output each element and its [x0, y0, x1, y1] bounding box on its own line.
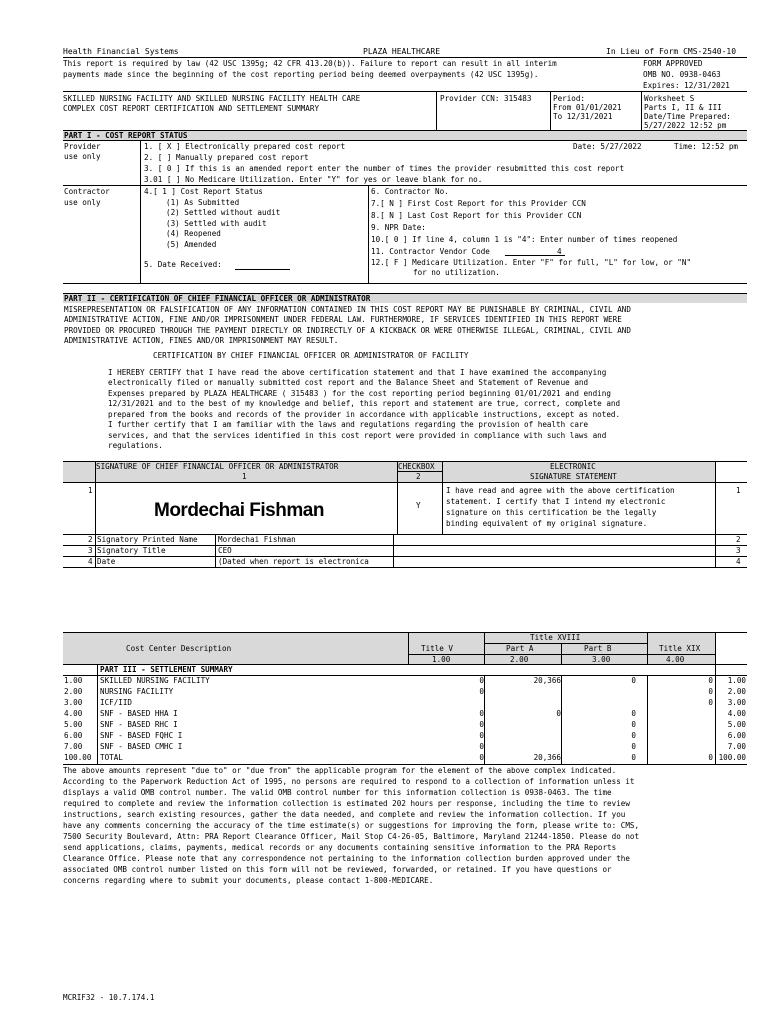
form-approved: FORM APPROVED: [643, 59, 703, 68]
row-number: 3: [88, 546, 93, 555]
cert-text-line: services, and that the services identified in this cost report were provided in compliance with such laws and: [108, 431, 607, 440]
signatory-title-label: Signatory Title: [97, 546, 166, 555]
cost-center-description: SNF - BASED FQHC I: [100, 731, 183, 740]
printed-name-value[interactable]: Mordechai Fishman: [218, 535, 296, 544]
status-item: (1) As Submitted: [166, 198, 240, 207]
amount-cell: 20,366: [533, 753, 561, 762]
amount-cell: 0: [631, 731, 636, 740]
line3-01-medicare: 3.01 [ ] No Medicare Utilization. Enter "Y" for yes or leave blank for no.: [144, 175, 483, 184]
row-line-number: 5.00: [64, 720, 83, 729]
part-b-header: Part B: [584, 644, 612, 653]
title-xviii-header: Title XVIII: [530, 633, 581, 642]
cert-text-line: prepared from the books and records of the provider in accordance with applicable instructions, except as noted.: [108, 410, 621, 419]
amount-cell: 0: [631, 753, 636, 762]
law-notice-line1: This report is required by law (42 USC 1395g; 42 CFR 413.20(b)). Failure to report can result in all interim: [63, 59, 557, 68]
status-item: (5) Amended: [166, 240, 217, 249]
row-line-number-right: 3.00: [727, 698, 746, 707]
cert-text-line: electronically filed or manually submitted cost report and the Balance Sheet and Statement of Revenue and: [108, 378, 589, 387]
footnote-line: instructions, search existing resources, gather the data needed, and complete and review the information collection. If you: [63, 810, 626, 819]
row-line-number: 7.00: [64, 742, 83, 751]
warning-line: MISREPRESENTATION OR FALSIFICATION OF ANY INFORMATION CONTAINED IN THIS COST REPORT MAY BE PUNISHABLE BY CRIMINAL, CIVIL AND: [64, 305, 631, 314]
prepared-label: Date/Time Prepared:: [644, 112, 731, 121]
electronic-column-header: ELECTRONIC: [550, 462, 596, 471]
row-line-number-right: 7.00: [727, 742, 746, 751]
amount-cell: 0: [708, 753, 713, 762]
footnote-line: The above amounts represent "due to" or "due from" the applicable program for the element of the above complex indicated.: [63, 766, 617, 775]
cost-center-description: SNF - BASED RHC I: [100, 720, 178, 729]
line12-continued: for no utilization.: [413, 268, 500, 277]
checkbox-column-number: 2: [416, 472, 421, 481]
prepared-date: Date: 5/27/2022: [573, 142, 642, 151]
row-number: 1: [88, 486, 93, 495]
row-line-number-right: 100.00: [718, 753, 746, 762]
checkbox-value[interactable]: Y: [416, 501, 421, 510]
footnote-line: 7500 Security Boulevard, Attn: PRA Report Clearance Officer, Mail Stop C4-26-05, Baltimore, Maryland 21244-1850. Please do not: [63, 832, 640, 841]
vendor-code-value: 4: [557, 247, 562, 256]
period-to: To 12/31/2021: [553, 112, 613, 121]
amount-cell: 0: [556, 709, 561, 718]
footnote-line: displays a valid OMB control number. The valid OMB control number for this information collection is 0938-0463. The time: [63, 788, 612, 797]
line9-npr-date: 9. NPR Date:: [371, 223, 426, 232]
cost-center-description: ICF/IID: [100, 698, 133, 707]
contractor-use-label1: Contractor: [64, 187, 110, 196]
line1-electronic: 1. [ X ] Electronically prepared cost report: [144, 142, 346, 151]
line8-last-report: 8.[ N ] Last Cost Report for this Provider CCN: [371, 211, 582, 220]
amount-cell: 0: [631, 676, 636, 685]
report-title-line1: SKILLED NURSING FACILITY AND SKILLED NURSING FACILITY HEALTH CARE: [63, 94, 361, 103]
title-v-header: Title V: [421, 644, 454, 653]
footnote-line: send applications, claims, payments, medical records or any documents containing sensitive information to the PRA Reports: [63, 843, 617, 852]
status-item: (2) Settled without audit: [166, 208, 281, 217]
row-line-number-right: 5.00: [727, 720, 746, 729]
status-item: (3) Settled with audit: [166, 219, 267, 228]
provider-ccn: Provider CCN: 315483: [440, 94, 532, 103]
amount-cell: 0: [708, 687, 713, 696]
cert-text-line: I HEREBY CERTIFY that I have read the above certification statement and that I have examined the accompanying: [108, 368, 607, 377]
line3-amended: 3. [ 0 ] If this is an amended report enter the number of times the provider resubmitted this cost report: [144, 164, 625, 173]
cost-center-description: SKILLED NURSING FACILITY: [100, 676, 210, 685]
row-line-number: 1.00: [64, 676, 83, 685]
footnote-line: concerns regarding where to submit your documents, please contact 1-800-MEDICARE.: [63, 876, 434, 885]
title-xix-col-number: 4.00: [666, 655, 685, 664]
amount-cell: 0: [479, 731, 484, 740]
amount-cell: 0: [479, 720, 484, 729]
footnote-line: According to the Paperwork Reduction Act of 1995, no persons are required to respond to a collection of information unless it: [63, 777, 635, 786]
warning-line: ADMINISTRATIVE ACTION, FINES AND/OR IMPRISONMENT MAY RESULT.: [64, 336, 339, 345]
part-b-col-number: 3.00: [592, 655, 611, 664]
amount-cell: 0: [631, 742, 636, 751]
electronic-statement-line: binding equivalent of my original signature.: [446, 519, 648, 528]
worksheet-label: Worksheet S: [644, 94, 695, 103]
cost-center-description: SNF - BASED HHA I: [100, 709, 178, 718]
cost-center-description: SNF - BASED CMHC I: [100, 742, 183, 751]
footnote-line: associated OMB control number listed on this form will not be reviewed, forwarded, or retained. If you have questions or: [63, 865, 612, 874]
provider-name: PLAZA HEALTHCARE: [363, 47, 441, 56]
prepared-value: 5/27/2022 12:52 pm: [644, 121, 727, 130]
amount-cell: 0: [631, 709, 636, 718]
row-line-number: 4.00: [64, 709, 83, 718]
signature-column-header: SIGNATURE OF CHIEF FINANCIAL OFFICER OR ADMINISTRATOR: [96, 462, 339, 471]
footnote-line: have any comments concerning the accuracy of the time estimate(s) or suggestions for improving the form, please write to: CMS,: [63, 821, 640, 830]
cost-report-status: 4.[ 1 ] Cost Report Status: [144, 187, 263, 196]
footer-code: MCRIF32 - 10.7.174.1: [63, 993, 155, 1002]
signature: Mordechai Fishman: [154, 500, 324, 521]
row-number-right: 1: [736, 486, 741, 495]
line2-manual: 2. [ ] Manually prepared cost report: [144, 153, 309, 162]
warning-line: PROVIDED OR PROCURED THROUGH THE PAYMENT DIRECTLY OR INDIRECTLY OF A KICKBACK OR WERE OTHERWISE ILLEGAL, CRIMINAL, CIVIL AND: [64, 326, 631, 335]
line11-vendor-code: 11. Contractor Vendor Code: [371, 247, 490, 256]
part-a-header: Part A: [506, 644, 534, 653]
status-item: (4) Reopened: [166, 229, 221, 238]
form-number: In Lieu of Form CMS-2540-10: [606, 47, 737, 56]
electronic-statement-line: I have read and agree with the above certification: [446, 486, 675, 495]
date-received-label: 5. Date Received:: [144, 260, 222, 269]
cert-text-line: 12/31/2021 and to the best of my knowledge and belief, this report and statement are true, correct, complete and: [108, 399, 621, 408]
row-number-right: 4: [736, 557, 741, 566]
part-a-col-number: 2.00: [510, 655, 529, 664]
amount-cell: 0: [631, 720, 636, 729]
amount-cell: 0: [479, 753, 484, 762]
row-line-number: 2.00: [64, 687, 83, 696]
amount-cell: 0: [479, 742, 484, 751]
amount-cell: 0: [708, 676, 713, 685]
row-line-number: 3.00: [64, 698, 83, 707]
amount-cell: 20,366: [533, 676, 561, 685]
vendor-code-field[interactable]: [505, 246, 565, 256]
period-label: Period:: [553, 94, 586, 103]
checkbox-column-header: CHECKBOX: [398, 462, 435, 471]
part3-heading: PART III - SETTLEMENT SUMMARY: [100, 665, 233, 674]
title-xix-header: Title XIX: [659, 644, 701, 653]
line10-reopened: 10.[ 0 ] If line 4, column 1 is "4": Enter number of times reopened: [371, 235, 678, 244]
row-line-number-right: 1.00: [727, 676, 746, 685]
line12-medicare-utilization: 12.[ F ] Medicare Utilization. Enter "F" for full, "L" for low, or "N": [371, 258, 692, 267]
electronic-column-header2: SIGNATURE STATEMENT: [530, 472, 617, 481]
electronic-statement-line: signature on this certification be the legally: [446, 508, 657, 517]
warning-line: ADMINISTRATIVE ACTION, FINE AND/OR IMPRISONMENT UNDER FEDERAL LAW. FURTHERMORE, IF SERVICES IDENTIFIED IN THIS REPORT WERE: [64, 315, 622, 324]
report-title-line2: COMPLEX COST REPORT CERTIFICATION AND SETTLEMENT SUMMARY: [63, 104, 320, 113]
certification-title: CERTIFICATION BY CHIEF FINANCIAL OFFICER OR ADMINISTRATOR OF FACILITY: [153, 351, 469, 360]
line7-first-report: 7.[ N ] First Cost Report for this Provider CCN: [371, 199, 586, 208]
amount-cell: 0: [479, 709, 484, 718]
row-number: 4: [88, 557, 93, 566]
electronic-statement-line: statement. I certify that I intend my electronic: [446, 497, 666, 506]
cost-center-description: TOTAL: [100, 753, 123, 762]
signatory-title-value[interactable]: CEO: [218, 546, 232, 555]
amount-cell: 0: [708, 698, 713, 707]
amount-cell: 0: [479, 687, 484, 696]
expiration-date: Expires: 12/31/2021: [643, 81, 730, 90]
worksheet-parts: Parts I, II & III: [644, 103, 722, 112]
part2-heading: PART II - CERTIFICATION OF CHIEF FINANCIAL OFFICER OR ADMINISTRATOR: [64, 294, 371, 303]
footnote-line: Clearance Office. Please note that any correspondence not pertaining to the information collection burden approved under the: [63, 854, 630, 863]
line6-contractor-no: 6. Contractor No.: [371, 187, 449, 196]
printed-name-label: Signatory Printed Name: [97, 535, 198, 544]
date-value[interactable]: (Dated when report is electronica: [218, 557, 369, 566]
software-name: Health Financial Systems: [63, 47, 179, 56]
row-line-number-right: 4.00: [727, 709, 746, 718]
cert-text-line: Expenses prepared by PLAZA HEALTHCARE ( 315483 ) for the cost reporting period beginning 01/01/2021 and ending: [108, 389, 611, 398]
row-line-number: 100.00: [64, 753, 92, 762]
date-received-field[interactable]: [235, 260, 290, 270]
cert-text-line: regulations.: [108, 441, 163, 450]
period-from: From 01/01/2021: [553, 103, 622, 112]
row-line-number: 6.00: [64, 731, 83, 740]
provider-use-label1: Provider: [64, 142, 101, 151]
cert-text-line: I further certify that I am familiar with the laws and regulations regarding the provision of health care: [108, 420, 589, 429]
part1-heading: PART I - COST REPORT STATUS: [64, 131, 188, 140]
date-label: Date: [97, 557, 116, 566]
provider-use-label2: use only: [64, 152, 101, 161]
title-v-col-number: 1.00: [432, 655, 451, 664]
row-line-number-right: 2.00: [727, 687, 746, 696]
row-number-right: 2: [736, 535, 741, 544]
law-notice-line2: payments made since the beginning of the cost reporting period being deemed overpayments (42 USC 1395g).: [63, 70, 539, 79]
row-line-number-right: 6.00: [727, 731, 746, 740]
prepared-time: Time: 12:52 pm: [674, 142, 739, 151]
footnote-line: required to complete and review the information collection is estimated 202 hours per response, including the time to review: [63, 799, 630, 808]
cost-center-description: NURSING FACILITY: [100, 687, 174, 696]
contractor-use-label2: use only: [64, 198, 101, 207]
signature-column-number: 1: [242, 472, 247, 481]
omb-number: OMB NO. 0938-0463: [643, 70, 721, 79]
cost-center-header: Cost Center Description: [126, 644, 232, 653]
row-number: 2: [88, 535, 93, 544]
row-number-right: 3: [736, 546, 741, 555]
amount-cell: 0: [479, 676, 484, 685]
